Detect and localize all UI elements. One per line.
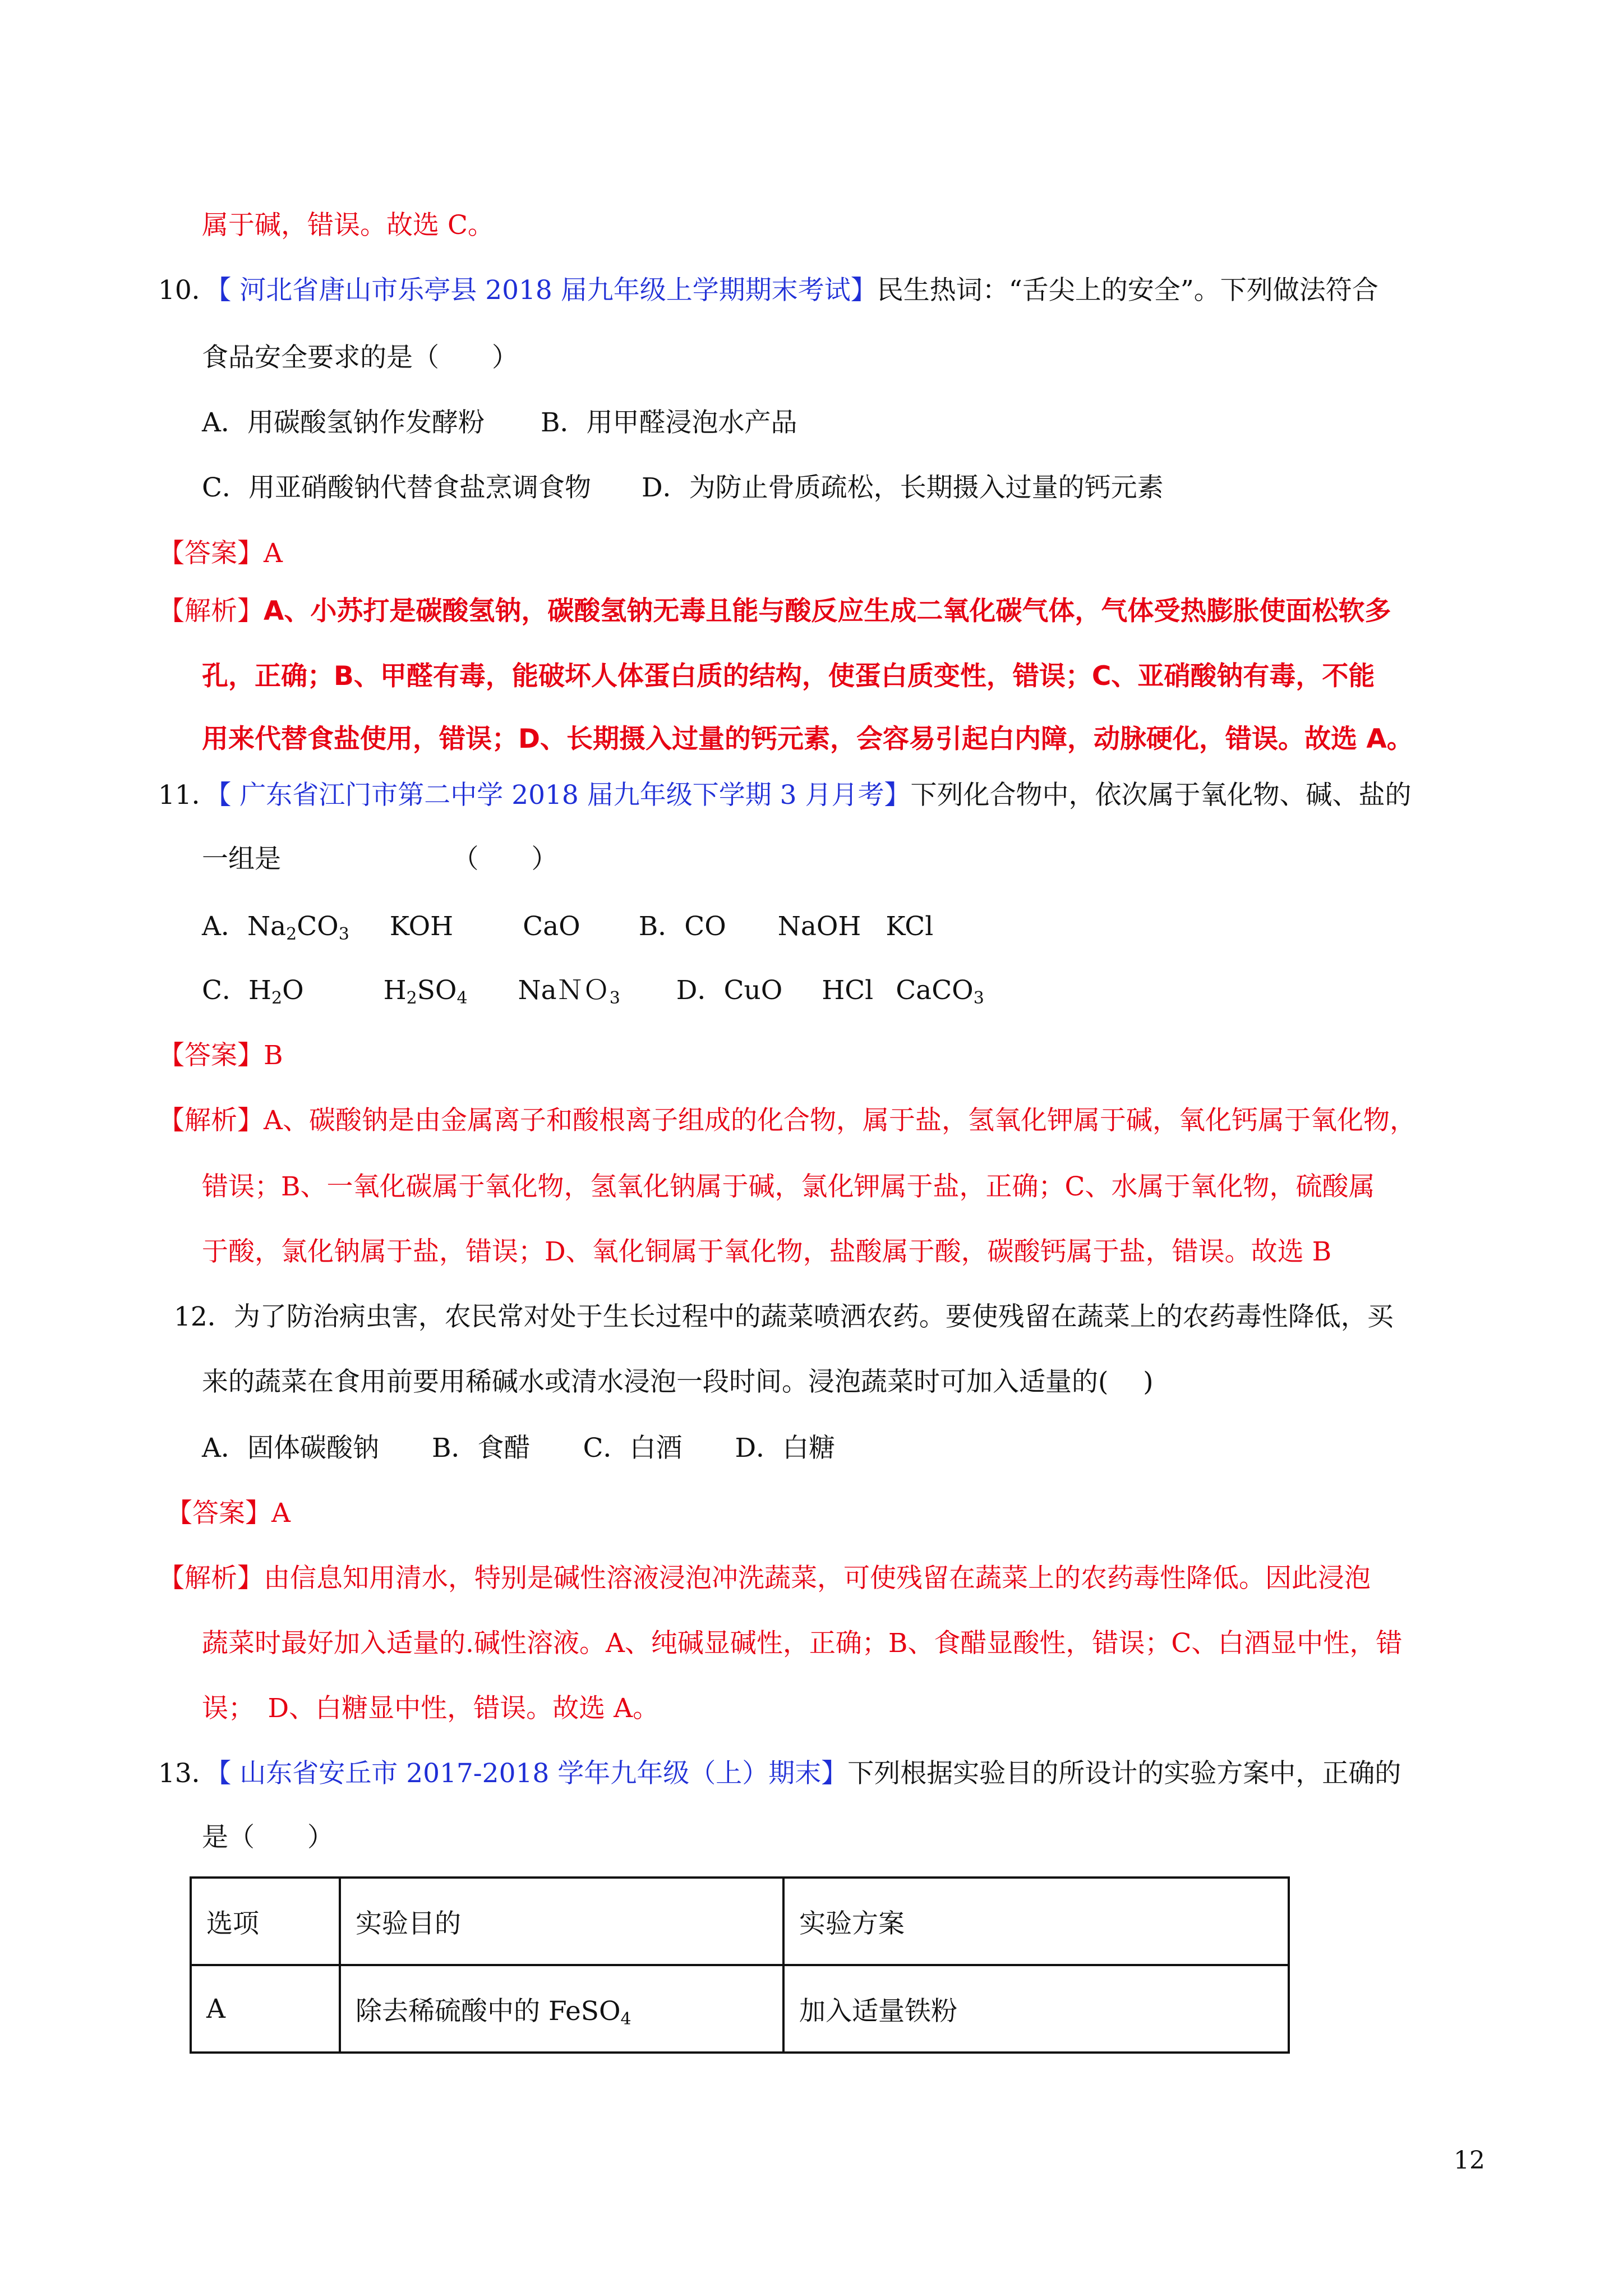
question-11-analysis [158,1104,1416,1138]
formula-co: CO [684,911,726,942]
experiment-table [190,1876,1290,2054]
question-10-stem-cont: 食品安全要求的是（ ） [202,342,518,373]
option-d-label: D． [676,975,724,1006]
question-source: 【 广东省江门市第二中学 2018 届九年级下学期 3 月月考】 [218,780,911,811]
question-12-analysis-line3: 误； D、白糖显中性，错误。故选 A。 [202,1693,660,1724]
formula-h2so4: $H_2SO_4$ [383,975,468,1008]
formula-hcl: HCl [822,975,874,1006]
question-number: 13． [158,1758,218,1789]
question-stem-text: 民生热词：“舌尖上的安全”。下列做法符合 [877,275,1378,306]
analysis-label: 【解析】 [158,596,264,627]
question-10-stem [158,274,1378,307]
question-12-stem [174,1300,1394,1334]
option-d: D．为防止骨质疏松，长期摄入过量的钙元素 [641,472,1164,503]
table-row [191,1965,1289,2053]
question-12-stem-cont: 来的蔬菜在食用前要用稀碱水或清水浸泡一段时间。浸泡蔬菜时可加入适量的( ) [202,1366,1154,1397]
question-10-analysis-line3: 用来代替食盐使用，错误；D、长期摄入过量的钙元素，会容易引起白内障，动脉硬化，错误。故选 A。 [202,724,1413,754]
question-number: 11． [158,780,218,811]
question-10-options-ab [202,406,797,440]
header-goal: 实验目的 [340,1878,783,1965]
question-source: 【 河北省唐山市乐亭县 2018 届九年级上学期期末考试】 [218,275,877,306]
page-number: 12 [1454,2146,1485,2175]
question-number: 12． [174,1301,234,1332]
question-stem-text: 为了防治病虫害，农民常对处于生长过程中的蔬菜喷洒农药。要使残留在蔬菜上的农药毒性降低，买 [233,1301,1394,1332]
formula-h2o: $H_2O$ [248,975,304,1008]
formula-nano3: NaＮＯ$_3$ [518,975,620,1008]
option-a-label: A． [202,911,247,942]
question-12-options: A．固体碳酸钠 B．食醋 C．白酒 D．白糖 [202,1433,836,1464]
question-11-options-ab [202,910,933,944]
option-c: C．用亚硝酸钠代替食盐烹调食物 [202,472,591,503]
analysis-label: 【解析】 [158,1105,264,1136]
question-10-analysis-line2: 孔，正确；B、甲醛有毒，能破坏人体蛋白质的结构，使蛋白质变性，错误；C、亚硝酸钠有毒，不能 [202,661,1375,692]
analysis-text: A、碳酸钠是由金属离子和酸根离子组成的化合物，属于盐，氢氧化钾属于碱，氧化钙属于氧化物， [264,1105,1416,1136]
analysis-text: A、小苏打是碳酸氢钠，碳酸氢钠无毒且能与酸反应生成二氧化碳气体，气体受热膨胀使面松软多 [264,596,1391,627]
analysis-label: 【解析】 [158,1563,264,1594]
analysis-text: 由信息知用清水，特别是碱性溶液浸泡冲洗蔬菜，可使残留在蔬菜上的农药毒性降低。因此浸泡 [264,1563,1371,1594]
question-10-analysis [158,595,1391,628]
question-13-stem-cont: 是（ ） [202,1822,334,1853]
option-c-label: C． [202,975,248,1006]
question-stem-text: 下列化合物中，依次属于氧化物、碱、盐的 [910,780,1412,811]
question-10-answer: 【答案】A [158,538,283,569]
question-11-answer: 【答案】B [158,1040,283,1071]
formula-caco3: CaCO$_3$ [896,975,984,1008]
question-11-options-cd [202,974,984,1007]
question-11-stem-cont: 一组是 （ ） [202,844,558,875]
question-source: 【 山东省安丘市 2017-2018 学年九年级（上）期末】 [218,1758,848,1789]
header-option: 选项 [191,1878,340,1965]
question-10-options-cd [202,471,1164,505]
cell-plan: 加入适量铁粉 [783,1965,1289,2053]
table-header-row [191,1878,1289,1965]
question-12-analysis [158,1562,1371,1595]
option-b: B．用甲醛浸泡水产品 [540,407,797,438]
formula-cuo: CuO [723,975,783,1006]
question-12-answer: 【答案】A [166,1498,291,1529]
q9-analysis-tail: 属于碱，错误。故选 C。 [202,210,494,241]
cell-option: A [191,1965,340,2053]
question-12-analysis-line2: 蔬菜时最好加入适量的.碱性溶液。A、纯碱显碱性，正确；B、食醋显酸性，错误；C、白酒显中性，错 [202,1628,1403,1659]
question-number: 10． [158,275,218,306]
formula-koh: KOH [389,911,454,942]
option-a: A．用碳酸氢钠作发酵粉 [202,407,485,438]
question-13-stem [158,1757,1401,1791]
formula-kcl: KCl [886,911,934,942]
header-plan: 实验方案 [783,1878,1289,1965]
question-11-analysis-line2: 错误；B、一氧化碳属于氧化物，氢氧化钠属于碱，氯化钾属于盐，正确；C、水属于氧化物，硫酸属 [202,1171,1375,1202]
question-11-analysis-line3: 于酸，氯化钠属于盐，错误；D、氧化铜属于氧化物，盐酸属于酸，碳酸钙属于盐，错误。故选 B [202,1236,1332,1267]
question-stem-text: 下列根据实验目的所设计的实验方案中，正确的 [847,1758,1401,1789]
cell-goal: 除去稀硫酸中的 FeSO$_4$ [340,1965,783,2053]
formula-cao: CaO [523,911,580,942]
question-11-stem [158,779,1412,812]
formula-na2co3: $Na_2CO_3$ [247,911,349,944]
formula-naoh: NaOH [777,911,861,942]
option-b-label: B． [638,911,685,942]
